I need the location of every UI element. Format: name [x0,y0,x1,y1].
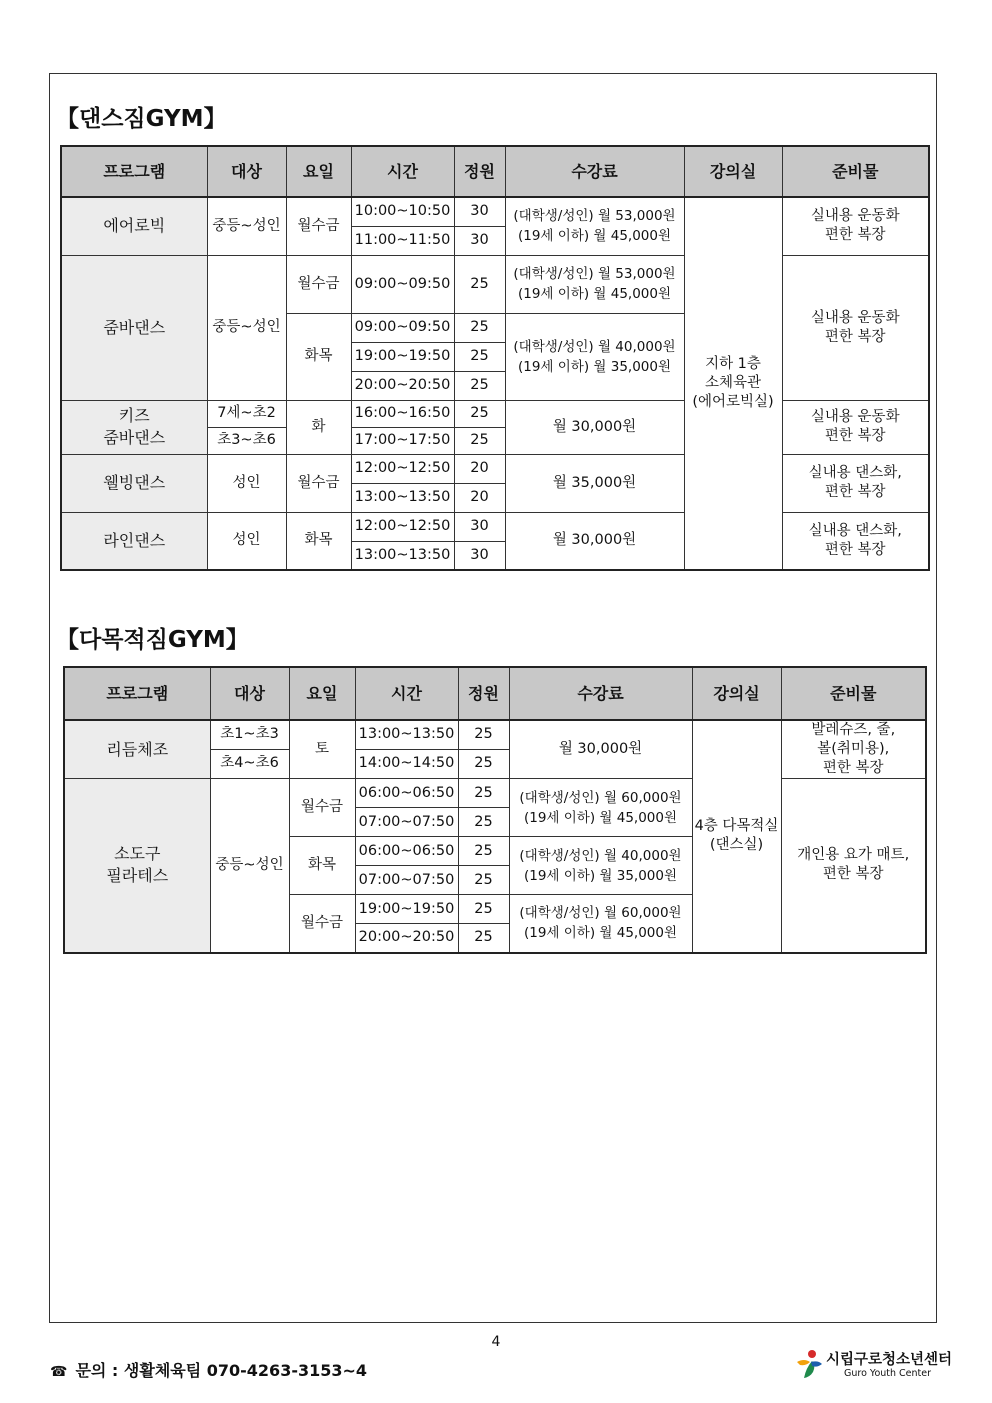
header-row [61,146,929,197]
target: 초1~초3 [210,720,289,749]
fee: 월 30,000원 [505,512,684,570]
program-name: 웰빙댄스 [61,454,207,512]
capacity: 30 [454,226,505,255]
dance-gym-title: 【댄스짐GYM】 [56,106,227,132]
prep [782,255,929,400]
capacity: 25 [458,808,509,837]
days: 월수금 [286,454,351,512]
time: 13:00~13:50 [351,541,454,570]
fee: 월 30,000원 [509,720,692,779]
table-row [61,454,929,483]
prep-line: 발레슈즈, 줄, [811,722,896,738]
prep-line: 실내용 운동화 [810,309,900,326]
capacity: 25 [458,779,509,808]
program-name: 줌바댄스 [61,255,207,400]
header-row [64,667,926,720]
prep-line: 실내용 댄스화, [808,522,902,539]
table-row [64,720,926,749]
time: 09:00~09:50 [351,255,454,313]
header-program: 프로그램 [61,146,207,197]
logo-name: 시립구로청소년센터 [826,1352,953,1368]
time: 10:00~10:50 [351,197,454,226]
time: 13:00~13:50 [351,483,454,512]
program-line: 줌바댄스 [103,428,166,447]
capacity: 25 [454,427,505,454]
fee [505,255,684,313]
time: 20:00~20:50 [355,924,458,953]
fee-line: (19세 이하) 월 45,000원 [517,286,672,302]
fee [505,197,684,255]
room-line: (댄스실) [709,837,764,854]
header-days: 요일 [289,667,355,720]
fee [509,837,692,895]
fee-line: (19세 이하) 월 45,000원 [517,228,672,245]
contact-info [50,1358,367,1381]
program-line: 키즈 [118,406,150,425]
capacity: 20 [454,483,505,512]
program-line: 소도구 [114,844,161,864]
capacity: 30 [454,541,505,570]
logo-mark-icon [794,1348,824,1380]
time: 09:00~09:50 [351,313,454,342]
fee [509,895,692,953]
prep [781,720,926,779]
header-fee: 수강료 [509,667,692,720]
header-room: 강의실 [692,667,781,720]
target: 성인 [207,454,286,512]
header-target: 대상 [210,667,289,720]
capacity: 25 [458,866,509,895]
room [692,720,781,953]
prep-line: 편한 복장 [822,760,884,776]
phone-icon: ☎ [50,1364,68,1380]
header-time: 시간 [355,667,458,720]
program-line: 필라테스 [106,866,169,886]
prep-line: 실내용 댄스화, [808,465,902,481]
prep-line: 볼(취미용), [817,741,890,757]
time: 06:00~06:50 [355,779,458,808]
prep [782,454,929,512]
center-logo [794,1348,954,1384]
time: 12:00~12:50 [351,454,454,483]
time: 19:00~19:50 [351,342,454,371]
multi-gym-table [63,666,927,954]
time: 07:00~07:50 [355,808,458,837]
room-line: (에어로빅실) [692,394,774,410]
fee [505,313,684,400]
prep-line: 편한 복장 [824,227,886,244]
fee-line: (19세 이하) 월 35,000원 [523,867,678,884]
fee: 월 30,000원 [505,400,684,454]
logo-english: Guro Youth Center [844,1368,932,1379]
fee-line: (대학생/성인) 월 60,000원 [519,789,682,806]
capacity: 25 [454,342,505,371]
days: 화목 [286,512,351,570]
days: 화목 [286,313,351,400]
page-number: 4 [491,1334,501,1350]
days: 월수금 [286,255,351,313]
days: 화 [286,400,351,454]
time: 19:00~19:50 [355,895,458,924]
table-row [61,197,929,226]
capacity: 25 [458,837,509,866]
target: 중등~성인 [210,779,289,953]
prep-line: 편한 복장 [824,328,886,345]
capacity: 25 [454,400,505,427]
time: 16:00~16:50 [351,400,454,427]
prep-line: 편한 복장 [824,484,886,500]
header-fee: 수강료 [505,146,684,197]
program-name: 에어로빅 [61,197,207,255]
header-days: 요일 [286,146,351,197]
capacity: 30 [454,197,505,226]
header-capacity: 정원 [454,146,505,197]
target: 초3~초6 [207,427,286,454]
prep [781,779,926,953]
capacity: 25 [458,924,509,953]
time: 13:00~13:50 [355,720,458,749]
program-name: 라인댄스 [61,512,207,570]
header-prep: 준비물 [782,146,929,197]
fee-line: (대학생/성인) 월 53,000원 [513,208,676,225]
fee-line: (대학생/성인) 월 53,000원 [513,266,676,282]
prep-line: 실내용 운동화 [810,409,900,425]
header-program: 프로그램 [64,667,210,720]
capacity: 25 [454,255,505,313]
prep [782,512,929,570]
days: 월수금 [286,197,351,255]
prep [782,197,929,255]
header-capacity: 정원 [458,667,509,720]
table-row [61,512,929,541]
time: 17:00~17:50 [351,427,454,454]
table-row [61,400,929,427]
prep-line: 편한 복장 [824,428,886,444]
fee: 월 35,000원 [505,454,684,512]
time: 14:00~14:50 [355,749,458,778]
days: 월수금 [289,779,355,837]
program-name [64,779,210,953]
capacity: 25 [458,895,509,924]
capacity: 25 [458,749,509,778]
fee-line: (대학생/성인) 월 40,000원 [513,338,676,355]
fee-line: (19세 이하) 월 45,000원 [523,809,678,826]
time: 07:00~07:50 [355,866,458,895]
days: 월수금 [289,895,355,953]
fee-line: (19세 이하) 월 35,000원 [517,358,672,375]
multi-gym-title: 【다목적짐GYM】 [56,627,249,653]
capacity: 25 [454,313,505,342]
capacity: 25 [458,720,509,749]
prep-line: 편한 복장 [824,541,886,558]
contact-text: 문의 : 생활체육팀 070-4263-3153~4 [75,1361,368,1380]
target: 중등~성인 [207,197,286,255]
days: 토 [289,720,355,779]
fee-line: (대학생/성인) 월 60,000원 [519,905,682,922]
prep [782,400,929,454]
room [684,197,782,570]
capacity: 20 [454,454,505,483]
capacity: 30 [454,512,505,541]
target: 초4~초6 [210,749,289,778]
time: 12:00~12:50 [351,512,454,541]
table-row [61,255,929,313]
program-name [61,400,207,454]
header-target: 대상 [207,146,286,197]
target: 중등~성인 [207,255,286,400]
time: 20:00~20:50 [351,371,454,400]
prep-line: 개인용 요가 매트, [797,847,910,864]
time: 11:00~11:50 [351,226,454,255]
room-line: 지하 1층 [705,356,761,372]
prep-line: 편한 복장 [822,866,884,883]
header-prep: 준비물 [781,667,926,720]
table-row [64,779,926,808]
capacity: 25 [454,371,505,400]
room-line: 4층 다목적실 [694,818,779,835]
target: 7세~초2 [207,400,286,427]
header-time: 시간 [351,146,454,197]
prep-line: 실내용 운동화 [810,208,900,225]
time: 06:00~06:50 [355,837,458,866]
room-line: 소체육관 [704,375,762,391]
target: 성인 [207,512,286,570]
program-name: 리듬체조 [64,720,210,779]
days: 화목 [289,837,355,895]
fee-line: (대학생/성인) 월 40,000원 [519,847,682,864]
header-room: 강의실 [684,146,782,197]
fee [509,779,692,837]
dance-gym-table [60,145,930,571]
fee-line: (19세 이하) 월 45,000원 [523,925,678,942]
